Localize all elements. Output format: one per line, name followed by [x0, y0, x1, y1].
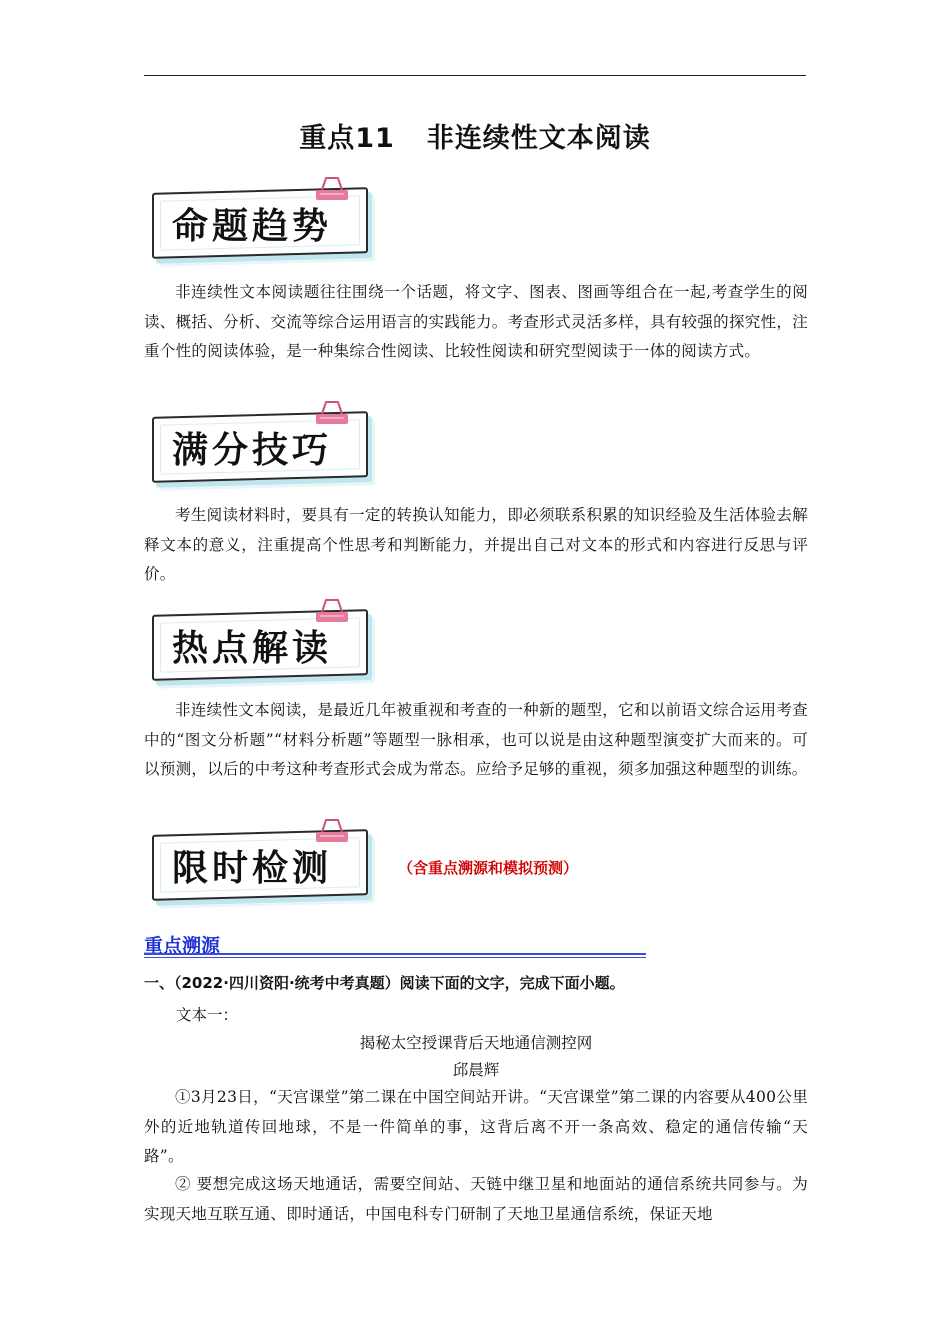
banner-hot — [144, 598, 374, 680]
binder-clip-icon — [312, 400, 352, 426]
binder-clip-icon — [312, 176, 352, 202]
source-rule-thin — [144, 957, 646, 958]
binder-clip-icon — [312, 598, 352, 624]
source-rule-thick — [144, 953, 646, 955]
banner-label: 限时检测 — [172, 848, 333, 889]
test-note: （含重点溯源和模拟预测） — [398, 859, 579, 877]
article-title: 揭秘太空授课背后天地通信测控网 — [359, 1034, 593, 1052]
text-label: 文本一： — [176, 1006, 239, 1024]
banner-skills — [144, 400, 374, 482]
title-number: 重点11 — [299, 123, 395, 154]
banner-label: 满分技巧 — [172, 430, 333, 471]
article-author: 邱晨辉 — [452, 1061, 500, 1079]
binder-clip-icon — [312, 818, 352, 844]
banner-trend — [144, 176, 374, 258]
banner-label: 热点解读 — [172, 628, 333, 669]
article-paragraph-1: ①3月23日，“天宫课堂”第二课在中国空间站开讲。“天宫课堂”第二课的内容要从400公里外的近地轨道传回地球，不是一件简单的事，这背后离不开一条高效、稳定的通信传输“天路”。 — [144, 1088, 808, 1165]
article-paragraph-2: ② 要想完成这场天地通话，需要空间站、天链中继卫星和地面站的通信系统共同参与。为实现天地互联互通、即时通话，中国电科专门研制了天地卫星通信系统，保证天地 — [144, 1175, 808, 1223]
header-rule — [144, 75, 806, 76]
question-line: 一、（2022·四川资阳·统考中考真题）阅读下面的文字，完成下面小题。 — [144, 974, 625, 992]
banner-label: 命题趋势 — [172, 206, 333, 247]
source-heading: 重点溯源 — [144, 935, 221, 957]
title-text: 非连续性文本阅读 — [426, 123, 651, 154]
banner-test — [144, 818, 374, 900]
page-title — [0, 116, 950, 155]
skills-body: 考生阅读材料时，要具有一定的转换认知能力，即必须联系积累的知识经验及生活体验去解释文本的意义，注重提高个性思考和判断能力，并提出自己对文本的形式和内容进行反思与评价。 — [144, 506, 808, 583]
trend-body: 非连续性文本阅读题往往围绕一个话题，将文字、图表、图画等组合在一起,考查学生的阅读、概括、分析、交流等综合运用语言的实践能力。考查形式灵活多样，具有较强的探究性，注重个性的阅读体验，是一种集综合性阅读、比较性阅读和研究型阅读于一体的阅读方式。 — [144, 283, 808, 360]
hot-body: 非连续性文本阅读，是最近几年被重视和考查的一种新的题型，它和以前语文综合运用考查中的“图文分析题”“材料分析题”等题型一脉相承，也可以说是由这种题型演变扩大而来的。可以预测，以后的中考这种考查形式会成为常态。应给予足够的重视，须多加强这种题型的训练。 — [144, 701, 808, 778]
